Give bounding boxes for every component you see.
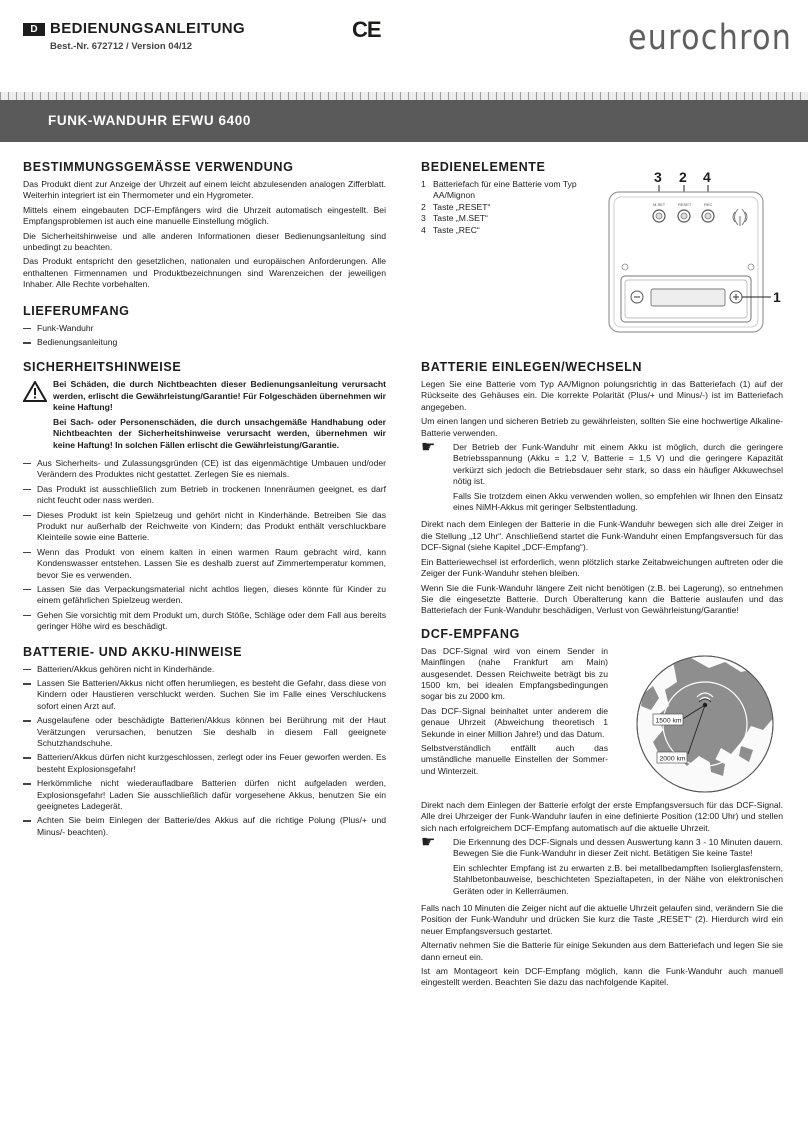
range-1500-label: 1500 km xyxy=(655,717,682,725)
document-title: BEDIENUNGSANLEITUNG xyxy=(50,20,246,37)
list-item: 3 Taste „M.SET“ xyxy=(421,213,488,224)
paragraph: Mittels einem eingebauten DCF-Empfängers wird die Uhrzeit automatisch eingestellt. Bei Empfangsproblemen ist auch eine manuelle Einstellung möglich. xyxy=(23,204,386,227)
list-item: Achten Sie beim Einlegen der Batterie/des Akkus auf die richtige Polung (Plus/+ und Minus/- beachten). xyxy=(23,815,386,838)
callout-2: 2 xyxy=(679,169,687,185)
note-text: Ein schlechter Empfang ist zu erwarten z.B. bei metallbedampften Isolierglasfenstern, Stahlbetonbauweise, beschichteten Spezialtapeten, in der Nähe von elektronischen Geräten oder in Kellerräumen. xyxy=(453,862,783,896)
note-text: Der Betrieb der Funk-Wanduhr mit einem Akku ist möglich, durch die geringere Betriebsspannung (Akku = 1,2 V, Batterie = 1,5 V) und die geringere Kapazität verkürzt sich jedoch die Betriebsdauer sehr stark, so dass ein häufiger Akkuwechsel nötig ist. xyxy=(453,442,783,487)
device-diagram xyxy=(599,166,785,341)
paragraph: Legen Sie eine Batterie vom Typ AA/Mignon polungsrichtig in das Batteriefach (1) auf der Rückseite des Gehäuses ein. Die korrekte Polarität (Plus/+ und Minus/-) ist im Batteriefach angegeben. xyxy=(421,379,783,412)
warning-triangle-icon xyxy=(23,379,53,453)
section-scope-of-delivery xyxy=(23,304,386,349)
heading-intended-use: BESTIMMUNGSGEMÄSSE VERWENDUNG xyxy=(23,160,294,174)
section-controls xyxy=(421,160,783,356)
callout-3: 3 xyxy=(654,169,662,185)
paragraph: Die Sicherheitshinweise und alle anderen Informationen dieser Bedienungsanleitung sind unbedingt zu beachten. xyxy=(23,230,386,253)
list-item: 4 Taste „REC“ xyxy=(421,224,480,235)
paragraph: Wenn Sie die Funk-Wanduhr längere Zeit nicht benötigen (z.B. bei Lagerung), so entnehmen Sie die eingesetzte Batterie. Durch Überalterung kann die Batterie auslaufen und das Batteriefach der Funk-Wanduhr beschädigen, Verlust von Gewährleistung/Garantie! xyxy=(421,582,783,616)
warning-text: Bei Schäden, die durch Nichtbeachten dieser Bedienungsanleitung verursacht werden, erlischt die Gewährleistung/Garantie! Für Folgeschäden übernehmen wir keine Haftung! xyxy=(53,379,386,413)
list-item: Gehen Sie vorsichtig mit dem Produkt um, durch Stöße, Schläge oder dem Fall aus bereits geringer Höhe wird es beschädigt. xyxy=(23,610,386,633)
language-tag: D xyxy=(23,23,45,36)
list-item: 2 Taste „RESET“ xyxy=(421,201,491,212)
list-item: Das Produkt ist ausschließlich zum Betrieb in trockenen Innenräumen geeignet, es darf nicht feucht oder nass werden. xyxy=(23,484,386,507)
warning-block xyxy=(23,379,386,453)
section-intended-use xyxy=(23,160,386,291)
list-item: Herkömmliche nicht wiederaufladbare Batterien dürfen nicht aufgeladen werden, Explosionsgefahr! Laden Sie ausschließlich dafür vorgesehene Akkus, benutzen Sie ein geeignetes Ladegerät. xyxy=(23,778,386,812)
section-battery-notes xyxy=(23,645,386,839)
list-item: Dieses Produkt ist kein Spielzeug und gehört nicht in Kinderhände. Betreiben Sie das Produkt nur außerhalb der Reichweite von Kindern; das Produkt enthält verschluckbare Kleinteile sowie eine Batterie. xyxy=(23,510,386,544)
heading-safety: SICHERHEITSHINWEISE xyxy=(23,360,182,375)
paragraph: Das DCF-Signal wird von einem Sender in Mainflingen (nahe Frankfurt am Main) ausgesendet. Dessen Reichweite beträgt bis zu 1500 km, bei idealen Empfangsbedingungen sogar bis zu 2000 km. xyxy=(421,645,608,702)
note-block xyxy=(421,833,783,900)
list-item: Batterien/Akkus gehören nicht in Kinderhände. xyxy=(23,664,386,675)
warning-text: Bei Sach- oder Personenschäden, die durch unsachgemäße Handhabung oder Nichtbeachten der Sicherheitshinweise verursacht werden, übernehmen wir keine Haftung! In solchen Fällen erlischt die Gewährleistung/Garantie. xyxy=(53,416,386,450)
list-item: Wenn das Produkt von einem kalten in einen warmen Raum gebracht wird, kann Kondenswasser entstehen. Lassen Sie es deshalb zuerst auf Zimmertemperatur kommen, bevor Sie es verwenden. xyxy=(23,547,386,581)
list-item: Ausgelaufene oder beschädigte Batterien/Akkus können bei Berührung mit der Haut Verätzungen verursachen, benutzen Sie deshalb in diesem Fall geeignete Schutzhandschuhe. xyxy=(23,715,386,749)
list-item: Batterien/Akkus dürfen nicht kurzgeschlossen, zerlegt oder ins Feuer geworfen werden. Es besteht Explosionsgefahr! xyxy=(23,752,386,775)
list-item: 1 Batteriefach für eine Batterie vom Typ AA/Mignon xyxy=(421,179,577,201)
order-number: Best.-Nr. 672712 / Version 04/12 xyxy=(50,41,193,52)
section-dcf xyxy=(421,627,783,989)
ruler-strip xyxy=(0,92,808,100)
product-title: FUNK-WANDUHR EFWU 6400 xyxy=(48,113,251,128)
callout-4: 4 xyxy=(703,169,711,185)
heading-battery-notes: BATTERIE- UND AKKU-HINWEISE xyxy=(23,644,243,659)
heading-dcf: DCF-EMPFANG xyxy=(421,626,520,641)
brand-logo: eurochron xyxy=(628,18,793,58)
section-battery-insert xyxy=(421,360,783,617)
paragraph: Alternativ nehmen Sie die Batterie für einige Sekunden aus dem Batteriefach und legen Sie sie dann erneut ein. xyxy=(421,940,783,962)
paragraph: Falls nach 10 Minuten die Zeiger nicht auf die aktuelle Uhrzeit gelaufen sind, verändern Sie die Position der Funk-Wanduhr und drücken Sie kurz die Taste „RESET“ (2). Hierdurch wird ein neuer Empfangsversuch gestartet. xyxy=(421,902,783,936)
list-item: Aus Sicherheits- und Zulassungsgründen (CE) ist das eigenmächtige Umbauen und/oder Verändern des Produktes nicht gestattet. Zerlegen Sie es niemals. xyxy=(23,458,386,481)
paragraph: Direkt nach dem Einlegen der Batterie in die Funk-Wanduhr bewegen sich alle drei Zeiger in die Stellung „12 Uhr“. Anschließend startet die Funk-Wanduhr einen Empfangsversuch für das DCF-Signal (siehe Kapitel „DCF-Empfang“). xyxy=(421,519,783,553)
note-block xyxy=(421,439,783,516)
ce-mark: CE xyxy=(352,17,381,42)
range-2000-label: 2000 km xyxy=(659,755,686,763)
list-item: Lassen Sie das Verpackungsmaterial nicht achtlos liegen, dieses könnte für Kinder zu einem gefährlichen Spielzeug werden. xyxy=(23,584,386,607)
list-item: Funk-Wanduhr xyxy=(23,323,386,334)
callout-1: 1 xyxy=(773,289,781,305)
note-text: Falls Sie trotzdem einen Akku verwenden wollen, so empfehlen wir Ihnen den Einsatz eines NiMH-Akkus mit geringer Selbstentladung. xyxy=(453,490,783,513)
rec-label: REC xyxy=(704,202,713,207)
note-text: Die Erkennung des DCF-Signals und dessen Auswertung kann 3 - 10 Minuten dauern. Bewegen Sie die Funk-Wanduhr in dieser Zeit nicht. Betätigen Sie keine Taste! xyxy=(453,836,783,859)
paragraph: Um einen langen und sicheren Betrieb zu gewährleisten, sollten Sie eine hochwertige Alkaline-Batterie verwenden. xyxy=(421,416,783,438)
product-banner xyxy=(0,100,808,142)
section-safety xyxy=(23,360,386,632)
paragraph: Ist am Montageort kein DCF-Empfang möglich, kann die Funk-Wanduhr auch manuell eingestellt werden. Beachten Sie dazu das nachfolgende Kapitel. xyxy=(421,966,783,988)
pointing-hand-icon: ☛ xyxy=(421,439,436,457)
reset-label: RESET xyxy=(678,202,692,207)
list-item: Bedienungsanleitung xyxy=(23,337,386,348)
heading-scope: LIEFERUMFANG xyxy=(23,303,130,318)
heading-battery-insert: BATTERIE EINLEGEN/WECHSELN xyxy=(421,360,643,374)
paragraph: Das DCF-Signal beinhaltet unter anderem die genaue Uhrzeit (Abweichung theoretisch 1 Sekunde in einer Million Jahre!) und das Datum. xyxy=(421,705,608,739)
right-column xyxy=(421,160,783,992)
heading-controls: BEDIENELEMENTE xyxy=(421,160,546,174)
paragraph: Ein Batteriewechsel ist erforderlich, wenn plötzlich starke Zeitabweichungen auftreten oder die Zeiger der Funk-Wanduhr stehen bleiben. xyxy=(421,556,783,579)
paragraph: Selbstverständlich entfällt auch das umständliche manuelle Einstellen der Sommer- und Winterzeit. xyxy=(421,742,608,776)
list-item: Lassen Sie Batterien/Akkus nicht offen herumliegen, es besteht die Gefahr, dass diese von Kindern oder Haustieren verschluckt werden. Suchen Sie im Falle eines Verschluckens sofort einen Arzt auf. xyxy=(23,678,386,712)
mset-label: M.SET xyxy=(653,202,666,207)
left-column xyxy=(23,160,386,841)
paragraph: Das Produkt dient zur Anzeige der Uhrzeit auf einem leicht abzulesenden analogen Zifferblatt. Weiterhin integriert ist ein Thermometer und ein Hygrometer. xyxy=(23,179,386,201)
pointing-hand-icon: ☛ xyxy=(421,833,436,851)
dcf-range-map xyxy=(613,646,785,799)
paragraph: Direkt nach dem Einlegen der Batterie erfolgt der erste Empfangsversuch für das DCF-Signal. Alle drei Uhrzeiger der Funk-Wanduhr laufen in eine definierte Position (12:00 Uhr) und stellen sich nach erfolgreichem DCF-Empfang automatisch auf die aktuelle Uhrzeit. xyxy=(421,799,783,833)
paragraph: Das Produkt entspricht den gesetzlichen, nationalen und europäischen Anforderungen. Alle enthaltenen Firmennamen und Produktbezeichnungen sind Warenzeichen der jeweiligen Inhaber. Alle Rechte vorbehalten. xyxy=(23,256,386,290)
